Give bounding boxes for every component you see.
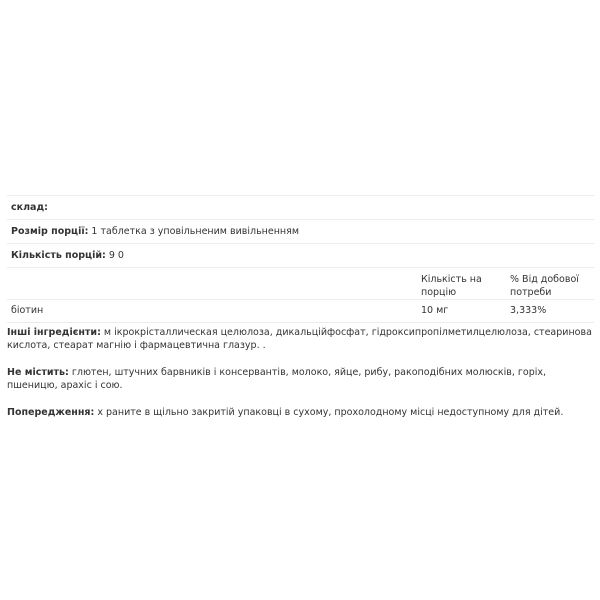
nutrient-table-header [7,268,594,299]
servings-count-label: Кількість порцій: [11,250,106,261]
nutrient-name: біотин [11,305,44,316]
section-title: склад: [11,202,48,213]
warning-label: Попередження: [7,407,95,418]
servings-count-value: 9 0 [108,250,124,261]
serving-size-row [7,219,594,243]
warning [7,406,594,419]
supplement-facts-panel [7,195,594,322]
other-ingredients-value: м ікрокрісталлическая целюлоза, дикальційфосфат, гідроксипропілметилцелюлоза, стеаринова кислота, стеарат магнію і фармацевтична глазур. . [7,327,592,351]
amount-header: Кількість на порцію [421,274,482,298]
servings-count-row [7,243,594,267]
other-ingredients-label: Інші інгредієнти: [7,327,101,338]
warning-value: х раните в щільно закритій упаковці в сухому, прохолодному місці недоступному для дітей. [97,407,564,418]
table-row [7,299,594,322]
nutrient-amount: 10 мг [421,305,449,316]
serving-size-label: Розмір порції: [11,226,89,237]
notes-section [7,322,594,433]
free-from [7,366,594,392]
nutrient-table [7,267,594,322]
other-ingredients [7,326,594,352]
section-title-row [7,195,594,219]
nutrient-daily-value: 3,333% [510,305,547,316]
free-from-label: Не містить: [7,367,69,378]
daily-value-header: % Від добової потреби [510,274,579,298]
free-from-value: глютен, штучних барвників і консервантів, молоко, яйце, рибу, ракоподібних молюсків, горіх, пшеницю, арахіс і сою. [7,367,547,391]
serving-size-value: 1 таблетка з уповільненим вивільненням [91,226,300,237]
